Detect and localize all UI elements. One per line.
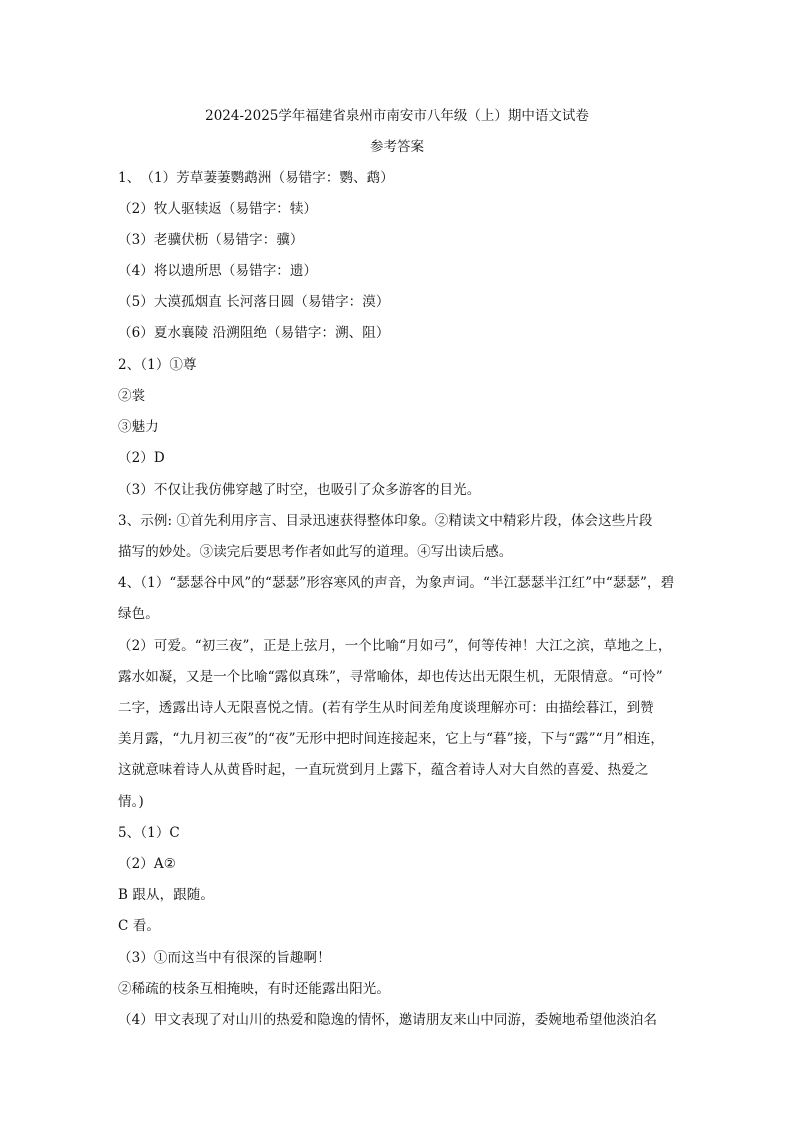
answer-line: 5、（1）C	[118, 825, 180, 841]
answer-line: （6）夏水襄陵 沿溯阻绝（易错字：溯、阻）	[118, 325, 390, 341]
answer-line: C 看。	[118, 918, 161, 934]
document-subtitle: 参考答案	[370, 139, 424, 155]
answer-line: ②裳	[118, 388, 146, 404]
answer-line: （3）老骥伏枥（易错字：骥）	[118, 232, 304, 248]
answer-line: ③魅力	[118, 419, 159, 435]
answer-line: 2、（1）①尊	[118, 357, 197, 373]
answer-line: （3）①而这当中有很深的旨趣啊！	[118, 950, 331, 966]
answer-line: （2）牧人驱犊返（易错字：犊）	[118, 201, 318, 217]
answer-line: B 跟从，跟随。	[118, 887, 215, 903]
answer-line: 绿色。	[118, 606, 159, 622]
answer-line: （2）A②	[118, 856, 176, 872]
answer-line: 描写的妙处。③读完后要思考作者如此写的道理。④写出读后感。	[118, 544, 513, 560]
answer-line: 1、 （1）芳草萋萋鹦鹉洲（易错字：鹦、鹉）	[118, 170, 394, 186]
answer-line: 美月露，“九月初三夜”的“夜”无形中把时间连接起来，它上与“暮”接，下与“露”“月”相连，	[118, 731, 665, 747]
answer-line: 这就意味着诗人从黄昏时起，一直玩赏到月上露下，蕴含着诗人对大自然的喜爱、热爱之	[118, 762, 649, 778]
answer-line: （2）D	[118, 450, 165, 466]
answer-line: （5）大漠孤烟直 长河落日圆（易错字：漠）	[118, 294, 390, 310]
answer-line: 露水如凝，又是一个比喻“露似真珠”，寻常喻体，却也传达出无限生机，无限情意。“可怜”	[118, 669, 663, 685]
answer-line: 情。)	[118, 794, 144, 810]
answer-line: （3）不仅让我仿佛穿越了时空，也吸引了众多游客的目光。	[118, 482, 481, 498]
answer-line: （2）可爱。“初三夜”，正是上弦月，一个比喻“月如弓”，何等传神！大江之滨，草地之上，	[118, 638, 672, 654]
document-title: 2024-2025学年福建省泉州市南安市八年级（上）期中语文试卷	[205, 108, 589, 124]
answer-line: 4、（1）“瑟瑟谷中风”的“瑟瑟”形容寒风的声音，为象声词。“半江瑟瑟半江红”中“瑟瑟”，碧	[118, 575, 675, 591]
answer-line: 3、示例: ①首先利用序言、目录迅速获得整体印象。②精读文中精彩片段，体会这些片段	[118, 513, 653, 529]
answer-line: ②稀疏的枝条互相掩映，有时还能露出阳光。	[118, 981, 390, 997]
answer-line: 二字，透露出诗人无限喜悦之情。(若有学生从时间差角度谈理解亦可：由描绘暮江，到赞	[118, 700, 654, 716]
answer-line: （4）将以遗所思（易错字：遗）	[118, 263, 318, 279]
answer-line: （4）甲文表现了对山川的热爱和隐逸的情怀，邀请朋友来山中同游，委婉地希望他淡泊名	[118, 1012, 658, 1028]
